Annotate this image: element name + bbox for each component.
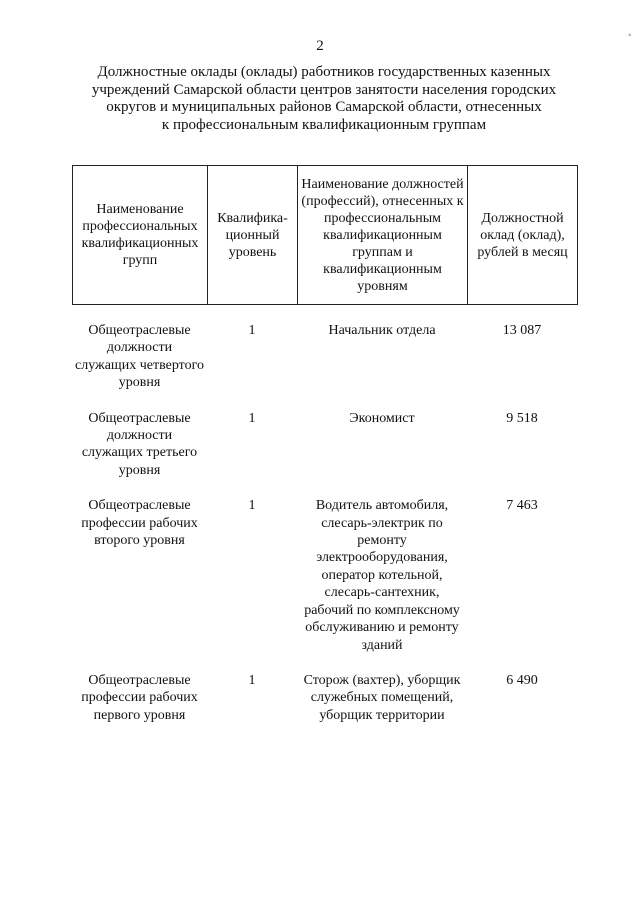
header-level: Квалифика-ционный уровень [208, 166, 298, 305]
positions-cell: Экономист [349, 410, 415, 426]
table-row [72, 410, 577, 498]
level-cell: 1 [248, 498, 256, 514]
salary-cell: 13 087 [502, 323, 542, 338]
document-title [70, 64, 578, 134]
salary-cell: 6 490 [506, 672, 538, 688]
table-row [72, 672, 577, 724]
level-cell: 1 [248, 323, 256, 338]
header-row [73, 166, 578, 305]
salary-cell: 7 463 [506, 498, 538, 514]
page-number: 2 [316, 38, 324, 54]
positions-cell: Водитель автомобиля, слесарь-электрик по ремонту электрооборудования, оператор котельной, слесарь-сантехник, рабочий по комплексному обслуживанию и ремонту зданий [304, 498, 460, 653]
table-row [72, 497, 577, 672]
salary-cell: 9 518 [506, 410, 538, 426]
title-line: к профессиональным квалификационным группам [161, 116, 487, 133]
salary-table-body [72, 322, 577, 724]
title-line: учреждений Самарской области центров занятости населения городских [91, 81, 557, 98]
title-line: Должностные оклады (оклады) работников государственных казенных [97, 64, 551, 80]
header-salary: Должностной оклад (оклад), рублей в месяц [468, 166, 578, 305]
group-cell: Общеотраслевые должности служащих третьего уровня [81, 410, 198, 478]
table-row [72, 322, 577, 410]
header-group: Наименование профессиональных квалификационных групп [73, 166, 208, 305]
positions-cell: Начальник отдела [328, 323, 436, 338]
level-cell: 1 [248, 410, 256, 426]
group-cell: Общеотраслевые профессии рабочих первого уровня [81, 672, 198, 723]
level-cell: 1 [248, 672, 256, 688]
group-cell: Общеотраслевые профессии рабочих второго уровня [81, 498, 198, 549]
group-cell: Общеотраслевые должности служащих четвертого уровня [75, 323, 204, 391]
title-line: округов и муниципальных районов Самарской области, отнесенных [106, 99, 542, 115]
header-positions: Наименование должностей (профессий), отнесенных к профессиональным квалификационным группам и квалификационным уровням [298, 166, 468, 305]
positions-cell: Сторож (вахтер), уборщик служебных помещений, уборщик территории [303, 672, 461, 723]
scan-mark: ◦ [628, 30, 632, 41]
salary-table-header [72, 165, 578, 305]
